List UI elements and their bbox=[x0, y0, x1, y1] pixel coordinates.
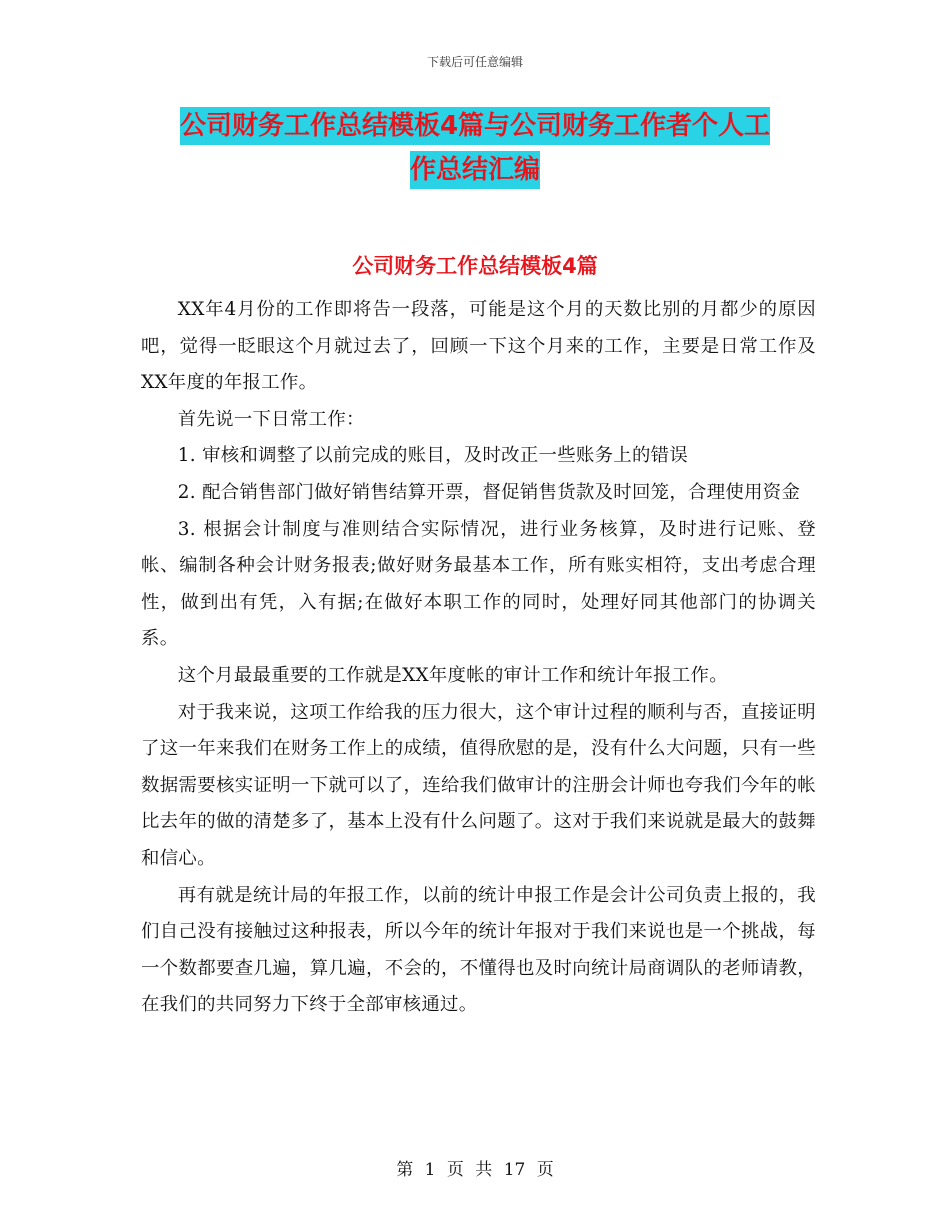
document-body bbox=[141, 292, 816, 1024]
paragraph: 对于我来说，这项工作给我的压力很大，这个审计过程的顺利与否，直接证明了这一年来我们在财务工作上的成绩，值得欣慰的是，没有什么大问题，只有一些数据需要核实证明一下就可以了，连给我们做审计的注册会计师也夸我们今年的帐比去年的做的清楚多了，基本上没有什么问题了。这对于我们来说就是最大的鼓舞和信心。 bbox=[141, 701, 816, 869]
page-header-note: 下载后可任意编辑 bbox=[426, 55, 523, 69]
list-item: 2. 配合销售部门做好销售结算开票，督促销售货款及时回笼，合理使用资金 bbox=[177, 481, 801, 503]
document-title-line-1 bbox=[0, 113, 950, 139]
paragraph: 首先说一下日常工作： bbox=[177, 408, 365, 430]
list-item: 1. 审核和调整了以前完成的账目，及时改正一些账务上的错误 bbox=[177, 445, 689, 467]
paragraph: 这个月最最重要的工作就是XX年度帐的审计工作和统计年报工作。 bbox=[177, 664, 728, 686]
section-title: 公司财务工作总结模板4篇 bbox=[352, 254, 598, 278]
list-item: 3. 根据会计制度与准则结合实际情况，进行业务核算，及时进行记账、登帐、编制各种会计财务报表;做好财务最基本工作，所有账实相符，支出考虑合理性，做到出有凭，入有据;在做好本职工作的同时，处理好同其他部门的协调关系。 bbox=[141, 518, 816, 650]
page-number-footer: 第 1 页 共 17 页 bbox=[396, 1160, 554, 1180]
paragraph: 再有就是统计局的年报工作，以前的统计申报工作是会计公司负责上报的，我们自己没有接触过这种报表，所以今年的统计年报对于我们来说也是一个挑战，每一个数都要查几遍，算几遍，不会的，不懂得也及时向统计局商调队的老师请教，在我们的共同努力下终于全部审核通过。 bbox=[141, 884, 816, 1016]
paragraph: XX年4月份的工作即将告一段落，可能是这个月的天数比别的月都少的原因吧，觉得一眨眼这个月就过去了，回顾一下这个月来的工作，主要是日常工作及XX年度的年报工作。 bbox=[141, 299, 816, 394]
document-title-text-1: 公司财务工作总结模板4篇与公司财务工作者个人工 bbox=[180, 107, 770, 145]
document-title-line-2 bbox=[0, 157, 950, 183]
document-title-text-2: 作总结汇编 bbox=[410, 151, 540, 189]
